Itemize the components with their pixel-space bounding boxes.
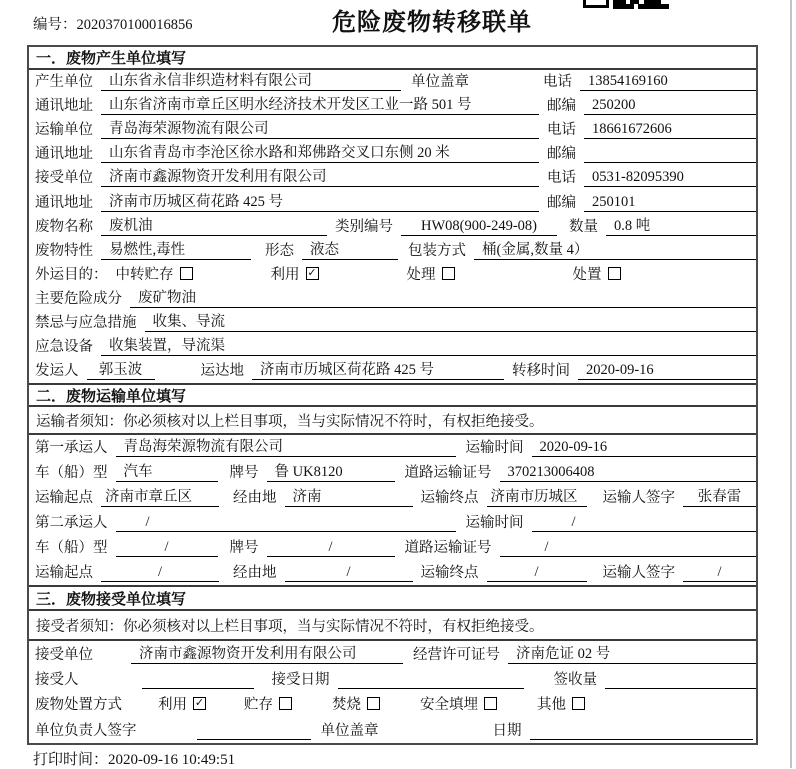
receipt-qty-label: 签收量 xyxy=(553,672,597,689)
print-time-value: 2020-09-16 10:49:51 xyxy=(108,752,236,768)
row-shipper xyxy=(29,359,756,383)
second-carrier-value: / xyxy=(116,514,456,532)
disposal-method-label: 废物处置方式 xyxy=(35,696,122,713)
form-label: 形态 xyxy=(265,242,294,259)
taboo-value: 收集、导流 xyxy=(145,310,757,332)
d-incinerate-checkbox-icon xyxy=(367,697,380,710)
section3-notice xyxy=(29,611,756,641)
transporter-zip-value xyxy=(584,146,756,163)
row-first-carrier xyxy=(29,435,756,460)
terminus-label: 运输终点 xyxy=(420,490,479,507)
accept-unit-label: 接受单位 xyxy=(35,646,93,663)
row-second-vehicle xyxy=(29,535,756,560)
address-label: 通讯地址 xyxy=(35,194,93,211)
accept-date-label: 接受日期 xyxy=(271,672,330,689)
origin-label: 运输起点 xyxy=(35,565,93,582)
row-taboo xyxy=(29,311,756,335)
packing-label: 包装方式 xyxy=(408,242,466,259)
equipment-value: 收集装置，导流渠 xyxy=(101,334,756,356)
carrier-sign-label: 运输人签字 xyxy=(602,490,675,507)
transporter-notice-text: 运输者须知：你必须核对以上栏目事项，当与实际情况不符时，有权拒绝接受。 xyxy=(36,413,544,430)
transfer-time-value: 2020-09-16 xyxy=(578,362,756,380)
transporter-value: 青岛海荣源物流有限公司 xyxy=(101,117,539,139)
second-carrier-label: 第二承运人 xyxy=(35,515,108,532)
responsible-sign-value xyxy=(197,723,311,740)
destination-value: 济南市历城区荷花路 425 号 xyxy=(252,358,504,380)
acceptor-label: 接受人 xyxy=(35,672,79,689)
utilize-checkbox-icon: ✓ xyxy=(307,265,317,279)
plate-no-label: 牌号 xyxy=(229,540,259,557)
row-second-carrier xyxy=(29,510,756,535)
d-landfill-checkbox-icon xyxy=(484,697,497,710)
serial-label: 编号： xyxy=(33,17,77,33)
transfer-time-label: 转移时间 xyxy=(512,363,570,380)
checkbox-group-d-other xyxy=(537,693,585,714)
treat-label: 处理 xyxy=(406,266,436,283)
second-via-value: / xyxy=(285,564,413,582)
second-permit-value: / xyxy=(500,539,757,557)
checkbox-group-d-landfill xyxy=(420,693,497,714)
checkbox-group-transfer-storage xyxy=(116,263,193,284)
quantity-value: 0.8 吨 xyxy=(606,214,756,236)
row-responsible-sign xyxy=(29,718,756,744)
section3-title: 三．废物接受单位填写 xyxy=(36,591,187,608)
terminus-label: 运输终点 xyxy=(420,565,479,582)
row-receiver-address xyxy=(29,190,756,214)
d-landfill-label: 安全填埋 xyxy=(420,696,478,713)
d-storage-label: 贮存 xyxy=(244,696,273,713)
transporter-label: 运输单位 xyxy=(35,122,93,139)
page-title: 危险废物转移联单 xyxy=(332,10,532,36)
receiver-value: 济南市鑫源物资开发利用有限公司 xyxy=(101,165,539,187)
first-permit-value: 370213006408 xyxy=(500,464,757,482)
receipt-qty-value xyxy=(605,672,756,689)
second-plate-value: / xyxy=(267,539,395,557)
second-vehicle-value: / xyxy=(116,539,218,557)
zip-label: 邮编 xyxy=(547,146,576,163)
address-label: 通讯地址 xyxy=(35,98,93,115)
license-no-label: 经营许可证号 xyxy=(413,646,500,663)
accept-date-value xyxy=(338,672,524,689)
transfer-storage-checkbox-icon xyxy=(180,267,193,280)
section3-header xyxy=(29,585,756,611)
row-first-vehicle xyxy=(29,460,756,485)
checkbox-group-d-storage xyxy=(244,693,292,714)
main-hazard-label: 主要危险成分 xyxy=(35,290,122,307)
dispose-label: 处置 xyxy=(572,266,602,283)
address-label: 通讯地址 xyxy=(35,146,93,163)
zip-label: 邮编 xyxy=(547,98,576,115)
d-other-label: 其他 xyxy=(537,696,566,713)
row-acceptor xyxy=(29,667,756,693)
d-utilize-label: 利用 xyxy=(158,696,187,713)
row-waste-trait xyxy=(29,239,756,263)
utilize-label: 利用 xyxy=(270,266,300,283)
phone-label: 电话 xyxy=(543,74,572,91)
checkbox-group-d-incinerate xyxy=(332,693,380,714)
row-transporter-address xyxy=(29,142,756,166)
form-value: 液态 xyxy=(302,238,398,260)
second-origin-value: / xyxy=(101,564,219,582)
row-equipment xyxy=(29,335,756,359)
via-label: 经由地 xyxy=(233,490,277,507)
receiver-notice-text: 接受者须知：你必须核对以上栏目事项，当与实际情况不符时，有权拒绝接受。 xyxy=(36,618,544,635)
d-incinerate-label: 焚烧 xyxy=(332,696,361,713)
quantity-label: 数量 xyxy=(569,218,598,235)
serial-value: 2020370100016856 xyxy=(76,17,193,33)
vehicle-type-label: 车（船）型 xyxy=(35,540,108,557)
receiver-phone-value: 0531-82095390 xyxy=(584,169,756,187)
waste-trait-value: 易燃性,毒性 xyxy=(101,238,251,260)
producer-phone-value: 13854169160 xyxy=(580,73,756,91)
row-producer-address xyxy=(29,94,756,118)
via-label: 经由地 xyxy=(233,565,277,582)
first-carrier-label: 第一承运人 xyxy=(35,440,108,457)
first-origin-value: 济南市章丘区 xyxy=(101,485,219,507)
section1-title: 一．废物产生单位填写 xyxy=(36,51,187,67)
print-time-line xyxy=(33,748,235,769)
license-no-value: 济南危证 02 号 xyxy=(508,642,756,664)
row-purpose xyxy=(29,263,756,287)
transporter-phone-value: 18661672606 xyxy=(584,121,756,139)
row-disposal-method xyxy=(29,692,756,718)
second-transport-time-value: / xyxy=(532,514,757,532)
purpose-label: 外运目的： xyxy=(35,266,108,283)
row-receiver xyxy=(29,166,756,190)
qr-code-fragment xyxy=(583,0,669,10)
transport-time-label: 运输时间 xyxy=(465,440,524,457)
row-accept-unit xyxy=(29,641,756,667)
dispose-checkbox-icon xyxy=(608,267,621,280)
d-other-checkbox-icon xyxy=(572,697,585,710)
main-hazard-value: 废矿物油 xyxy=(130,286,756,308)
origin-label: 运输起点 xyxy=(35,490,93,507)
section2-title: 二．废物运输单位填写 xyxy=(36,388,187,405)
transport-time-label: 运输时间 xyxy=(465,515,524,532)
destination-label: 运达地 xyxy=(200,363,244,380)
taboo-label: 禁忌与应急措施 xyxy=(35,315,137,332)
date-value xyxy=(530,723,754,740)
waste-name-label: 废物名称 xyxy=(35,218,93,235)
category-no-value: HW08(900-249-08) xyxy=(401,218,557,236)
checkbox-group-treat xyxy=(407,263,455,284)
second-terminus-value: / xyxy=(487,564,587,582)
first-vehicle-value: 汽车 xyxy=(116,460,218,482)
serial-number-line xyxy=(33,13,193,34)
vehicle-type-label: 车（船）型 xyxy=(35,465,108,482)
shipper-value: 郭玉波 xyxy=(87,358,155,380)
first-transport-time-value: 2020-09-16 xyxy=(532,439,757,457)
row-main-hazard xyxy=(29,287,756,311)
seal-label: 单位盖章 xyxy=(320,723,379,740)
accept-unit-value: 济南市鑫源物资开发利用有限公司 xyxy=(131,642,403,664)
equipment-label: 应急设备 xyxy=(35,339,93,356)
phone-label: 电话 xyxy=(547,170,576,187)
receiver-label: 接受单位 xyxy=(35,170,93,187)
section1-header xyxy=(29,47,756,70)
receiver-zip-value: 250101 xyxy=(584,194,756,212)
first-via-value: 济南 xyxy=(285,485,413,507)
acceptor-value xyxy=(142,672,254,689)
shipper-label: 发运人 xyxy=(35,363,79,380)
first-sign-value: 张春雷 xyxy=(683,485,756,507)
plate-no-label: 牌号 xyxy=(229,465,259,482)
responsible-sign-label: 单位负责人签字 xyxy=(35,723,137,740)
checkbox-group-d-utilize xyxy=(158,693,206,714)
checkbox-group-dispose xyxy=(573,263,621,284)
phone-label: 电话 xyxy=(547,122,576,139)
carrier-sign-label: 运输人签字 xyxy=(602,565,675,582)
print-time-label: 打印时间： xyxy=(33,752,109,768)
row-transporter xyxy=(29,118,756,142)
row-first-route xyxy=(29,485,756,510)
producer-zip-value: 250200 xyxy=(584,97,756,115)
waste-trait-label: 废物特性 xyxy=(35,242,93,259)
zip-label: 邮编 xyxy=(547,194,576,211)
seal-label: 单位盖章 xyxy=(411,74,469,91)
d-utilize-checkbox-icon: ✓ xyxy=(194,695,205,709)
receiver-address-value: 济南市历城区荷花路 425 号 xyxy=(101,190,539,212)
waste-name-value: 废机油 xyxy=(101,214,327,236)
first-terminus-value: 济南市历城区 xyxy=(487,485,587,507)
section2-header xyxy=(29,383,756,407)
road-permit-label: 道路运输证号 xyxy=(404,540,492,557)
road-permit-label: 道路运输证号 xyxy=(404,465,492,482)
producer-value: 山东省永信非织造材料有限公司 xyxy=(101,69,401,91)
category-no-label: 类别编号 xyxy=(335,218,393,235)
producer-address-value: 山东省济南市章丘区明水经济技术开发区工业一路 501 号 xyxy=(101,93,539,115)
row-second-route xyxy=(29,560,756,585)
packing-value: 桶(金属,数量 4） xyxy=(474,238,756,260)
date-label: 日期 xyxy=(492,723,522,740)
transporter-address-value: 山东省青岛市李沧区徐水路和郑佛路交叉口东侧 20 米 xyxy=(101,141,539,163)
manifest-form xyxy=(27,45,758,745)
treat-checkbox-icon xyxy=(442,267,455,280)
transfer-storage-label: 中转贮存 xyxy=(115,266,174,283)
first-plate-value: 鲁 UK8120 xyxy=(267,460,395,482)
first-carrier-value: 青岛海荣源物流有限公司 xyxy=(116,435,456,457)
page-edge-line xyxy=(790,0,792,768)
d-storage-checkbox-icon xyxy=(279,697,292,710)
row-producer xyxy=(29,70,756,94)
producer-label: 产生单位 xyxy=(35,74,93,91)
section2-notice xyxy=(29,407,756,435)
second-sign-value: / xyxy=(683,564,756,582)
row-waste-name xyxy=(29,215,756,239)
checkbox-group-utilize xyxy=(271,263,319,284)
